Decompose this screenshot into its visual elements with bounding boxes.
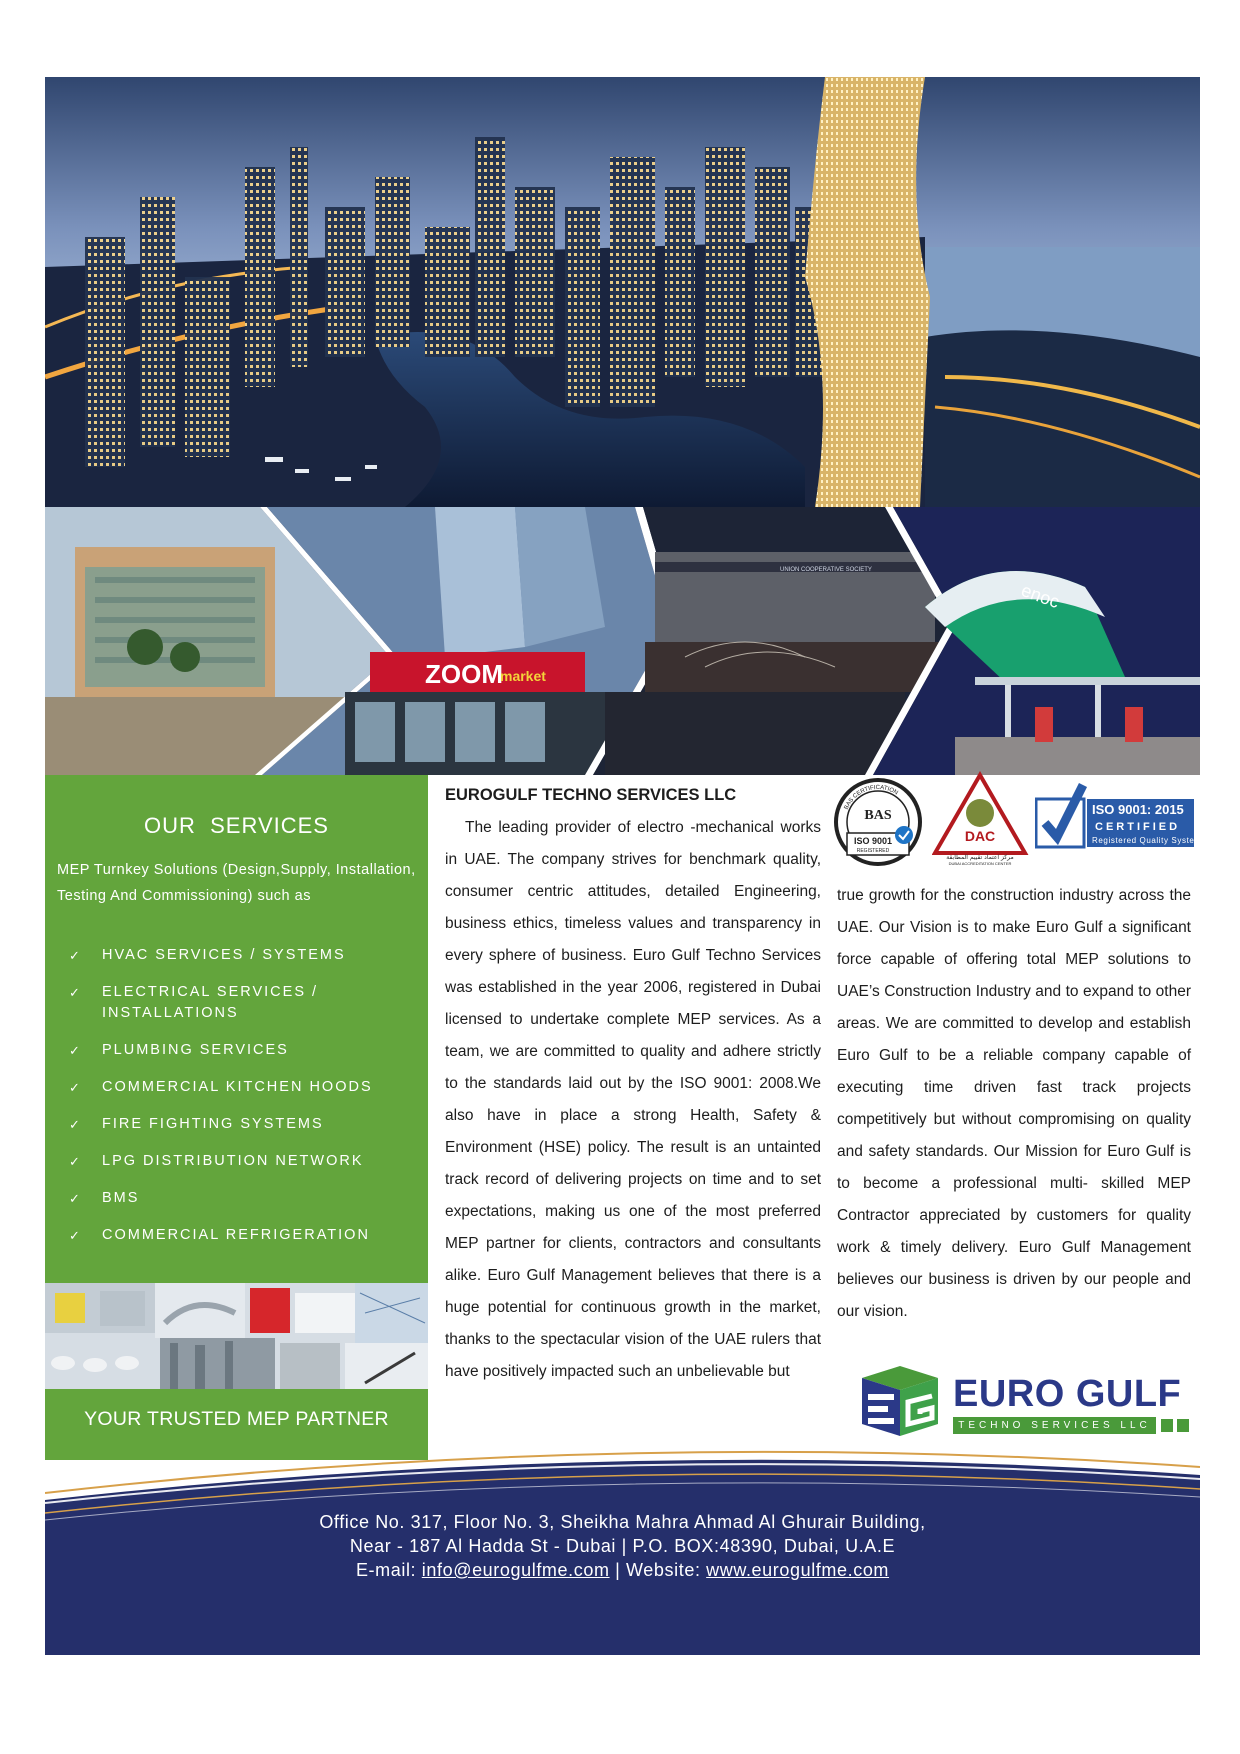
company-description-right: true growth for the construction industry across the UAE. Our Vision is to make Euro Gulf a significant force capable of offering total MEP solutions to UAE’s Construction Industry and to expand to other areas. We are committed to develop and establish Euro Gulf to be a reliable company capable of executing time driven fast track projects competitively but without compromising on quality and safety standards. Our Mission for Euro Gulf is to become a professional multi- skilled MEP Contractor appreciated by customers for quality work & timely delivery. Euro Gulf Management believes our business is driven by our people and our vision. — [837, 887, 1191, 1320]
svg-text:ISO 9001: ISO 9001 — [853, 836, 893, 846]
footer-contact — [45, 1510, 1200, 1582]
contact-line — [45, 1558, 1200, 1582]
checkmark-icon: ✓ — [69, 1154, 80, 1169]
services-sidebar — [45, 775, 428, 1460]
service-label: PLUMBING SERVICES — [102, 1042, 289, 1058]
iso-9001-2015-logo — [1035, 781, 1195, 861]
service-label: FIRE FIGHTING SYSTEMS — [102, 1116, 324, 1132]
checkmark-icon: ✓ — [69, 948, 80, 963]
project-photo-collage — [45, 507, 1200, 775]
email-link[interactable]: info@eurogulfme.com — [421, 1560, 610, 1580]
footer-separator: | — [615, 1560, 621, 1580]
hero-skyline-photo — [45, 77, 1200, 507]
euro-gulf-logo-icon — [862, 1366, 938, 1436]
svg-text:DAC: DAC — [964, 828, 996, 844]
company-description-left: The leading provider of electro -mechanical works in UAE. The company strives for benchmark quality, consumer centric attitudes, detailed Engineering, business ethics, timeless values and transparency in every sphere of business. Euro Gulf Techno Services was established in the year 2006, registered in Dubai licensed to undertake complete MEP services. As a team, we are committed to quality and adhere strictly to the standards laid out by the ISO 9001: 2008.We also have in place a strong Health, Safety & Environment (HSE) policy. The result is an untainted track record of delivering projects on time and to set expectations, making us one of the most preferred MEP partner for clients, contractors and consultants alike. Euro Gulf Management believes that there is a huge potential for continuous growth in the market, thanks to the spectacular vision of the UAE rulers that have positively impacted such an unbelievable but — [445, 819, 821, 1380]
coop-sign-text: UNION COOPERATIVE SOCIETY — [780, 567, 872, 573]
service-item — [69, 1077, 419, 1098]
svg-text:REGISTERED: REGISTERED — [856, 848, 890, 854]
website-link[interactable]: www.eurogulfme.com — [706, 1560, 890, 1580]
euro-gulf-logo-text: EURO GULF — [953, 1373, 1182, 1415]
checkmark-icon: ✓ — [69, 1080, 80, 1095]
dac-accreditation-logo — [932, 771, 1029, 867]
logo-square-decoration — [1161, 1419, 1173, 1432]
logo-subtitle: TECHNO SERVICES LLC — [953, 1417, 1156, 1434]
svg-text:ISO 9001: 2015: ISO 9001: 2015 — [1092, 802, 1184, 817]
zoom-market-text: market — [500, 668, 546, 684]
service-label: COMMERCIAL KITCHEN HOODS — [102, 1079, 373, 1095]
services-list — [69, 945, 419, 1262]
checkmark-icon: ✓ — [69, 1228, 80, 1243]
svg-text:BAS: BAS — [864, 808, 892, 823]
service-label: LPG DISTRIBUTION NETWORK — [102, 1153, 364, 1169]
tagline: YOUR TRUSTED MEP PARTNER — [84, 1408, 389, 1430]
svg-text:DUBAI ACCREDITATION CENTER: DUBAI ACCREDITATION CENTER — [948, 861, 1012, 866]
service-item — [69, 1151, 419, 1172]
address-line-1: Office No. 317, Floor No. 3, Sheikha Mahra Ahmad Al Ghurair Building, — [319, 1512, 926, 1532]
svg-text:CERTIFIED: CERTIFIED — [1095, 821, 1181, 833]
svg-text:مركز اعتماد تقييم المطابقة: مركز اعتماد تقييم المطابقة — [946, 854, 1014, 861]
zoom-sign-text: ZOOM — [425, 659, 503, 689]
checkmark-icon: ✓ — [69, 985, 80, 1000]
email-label: E-mail: — [355, 1560, 417, 1580]
service-item — [69, 982, 419, 1024]
service-label: HVAC SERVICES / SYSTEMS — [102, 947, 346, 963]
service-label: COMMERCIAL REFRIGERATION — [102, 1227, 370, 1243]
checkmark-icon: ✓ — [69, 1191, 80, 1206]
enoc-sign-text: enoc — [1018, 579, 1063, 613]
equipment-photo-strip — [45, 1283, 428, 1389]
svg-text:Registered Quality System: Registered Quality System — [1092, 836, 1195, 845]
service-item — [69, 945, 419, 966]
services-intro: MEP Turnkey Solutions (Design,Supply, Installation, Testing And Commissioning) such as — [57, 862, 416, 904]
service-label: BMS — [102, 1190, 140, 1206]
company-title: EUROGULF TECHNO SERVICES LLC — [445, 786, 737, 804]
checkmark-icon: ✓ — [69, 1117, 80, 1132]
logo-subtitle-bar — [953, 1417, 1193, 1434]
checkmark-icon: ✓ — [69, 1043, 80, 1058]
service-item — [69, 1040, 419, 1061]
service-item — [69, 1225, 419, 1246]
service-label: ELECTRICAL SERVICES / INSTALLATIONS — [102, 984, 319, 1021]
service-item — [69, 1188, 419, 1209]
website-label: Website: — [626, 1560, 701, 1580]
svg-text:BAS CERTIFICATION: BAS CERTIFICATION — [843, 784, 899, 811]
bas-certification-logo — [833, 777, 923, 867]
services-title: OUR SERVICES — [144, 813, 329, 838]
service-item — [69, 1114, 419, 1135]
address-line-2: Near - 187 Al Hadda St - Dubai | P.O. BOX:48390, Dubai, U.A.E — [349, 1536, 896, 1556]
logo-square-decoration — [1177, 1419, 1189, 1432]
